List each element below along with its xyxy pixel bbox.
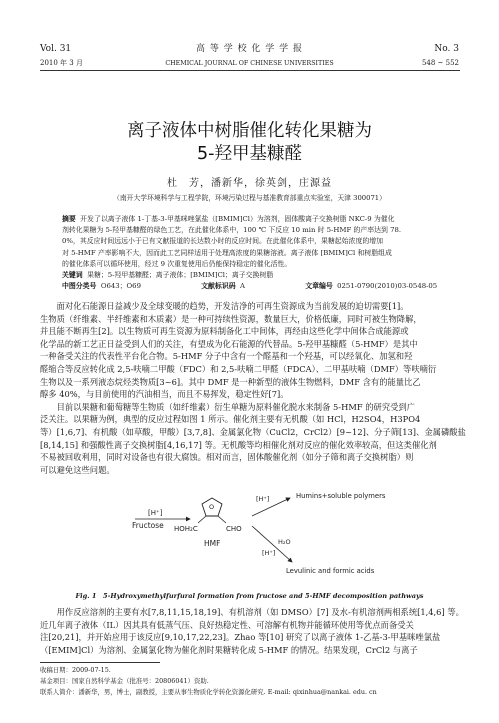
h-plus-3-label: [H⁺]	[262, 549, 276, 557]
keywords: 关键词 果糖；5-羟甲基糠醛；离子液体；[BMIM]Cl；离子交换树脂	[62, 271, 274, 280]
title-line-2: 5-羟甲基糠醛	[197, 144, 302, 164]
header-rule	[40, 70, 460, 71]
affiliation: （南开大学环境科学与工程学院，环境污染过程与基准教育部重点实验室，天津 300071）	[113, 194, 386, 202]
abstract: 摘要 开发了以离子液体 1-丁基-3-甲基咪唑氯盐（[BMIM]Cl）为溶剂，固体酸离子交换树脂 NKC-9 为催化 剂转化果糖为 5-羟甲基糠醛的绿色工艺，在此催化体系中，100 ℃ 下反应 10 min 时 5-HMF 的产率达到 78. 0%，其反应时间远远小于已有文献报道的长达数小时的反应时间。在此催化体系中，果糖起始浓度的增加 对 5-HMF 产率影响不大，因而此工艺同样适用于处理高浓度的果糖溶液。离子液体 [BMIM]Cl 和树脂组成 的催化体系可以循环使用，经过 9 次重复使用后仍能保持稳定的催化活性。 关键词 果糖；5-羟甲基糠醛；离子液体；[BMIM]Cl；离子交换树脂 中图分类号 O643；O69 文献标识码 A 文章编号 0251-0790(2010)03-0548-05	[62, 214, 442, 292]
reaction-scheme-figure	[40, 488, 460, 588]
h2o-label: H₂O	[278, 538, 291, 546]
hmf-label: HMF	[204, 539, 221, 548]
paragraph-3: 用作反应溶剂的主要有水[7,8,11,15,18,19]、有机溶剂（如 DMSO）[7] 及水-有机溶剂两相系统[1,4,6] 等。 近几年离子液体（IL）因其具有低蒸气压、良好热稳定性、可溶解有机物并能循环使用等优点而备受关 注[20,21]，并开始应用于该反应[9,10,17,22,23]。Zhao 等[10] 研究了以离子液体 1-乙基-3-甲基咪唑氯盐 （[EMIM]Cl）为溶剂、金属氯化物为催化剂时果糖转化成 5-HMF 的情况。结果发现，CrCl2 与离子	[40, 607, 464, 655]
issue-date: 2010 年 3 月	[40, 59, 83, 67]
issue-number: No. 3	[434, 44, 459, 54]
authors: 杜 芳，潘新华，徐英剑，庄源益	[167, 178, 332, 189]
title-line-1: 离子液体中树脂催化转化果糖为	[127, 121, 372, 141]
h-plus-2-label: [H⁺]	[256, 495, 270, 503]
page-range: 548 ~ 552	[421, 59, 459, 67]
funding-note: 基金项目：国家自然科学基金（批准号：20806041）资助.	[40, 677, 209, 685]
svg-text:O: O	[209, 503, 215, 511]
body-text-top	[40, 300, 466, 476]
levulinic-label: Levulinic and formic acids	[286, 567, 375, 575]
fructose-label: Fructose	[132, 521, 164, 530]
cho-label: CHO	[226, 525, 242, 533]
h-plus-1-label: [H⁺]	[148, 509, 163, 517]
contact-note: 联系人简介：潘新华，男，博士，副教授，主要从事生物质化学转化资源化研究. E-mail: qixinhua@nankai. edu. cn	[40, 688, 377, 696]
figure-caption: Fig. 1 5-Hydroxymethylfurfural formation from fructose and 5-HMF decomposition pathways	[75, 592, 424, 600]
abstract-label: 摘要	[62, 215, 76, 223]
classification: 中图分类号 O643；O69 文献标识码 A 文章编号 0251-0790(2010)03-0548-05	[62, 282, 438, 291]
humins-label: Humins+soluble polymers	[296, 492, 386, 500]
journal-name-en: CHEMICAL JOURNAL OF CHINESE UNIVERSITIES	[165, 60, 334, 67]
footnote-rule	[40, 662, 160, 663]
journal-name-cn: 高 等 学 校 化 学 学 报	[195, 44, 304, 54]
paragraph-1: 面对化石能源日益减少及全球变暖的趋势，开发洁净的可再生资源成为当前发展的迫切需要[1]。 生物质（纤维素、半纤维素和木质素）是一种可持续性资源，数量巨大，价格低廉，同时可被生物降解， 并且能不断再生[2]。以生物质可再生资源为原料制备化工中间体，再经由这些化学中间体合成能源或 化学品的新工艺正日益受到人们的关注，有望成为化石能源的代替品。5-羟甲基糠醛（5-HMF）是其中 一种备受关注的代表性平台化合物。5-HMF 分子中含有一个醛基和一个羟基，可以经氧化、加氢和羟 醛缩合等反应转化成 2,5-呋喃二甲酸（FDC）和 2,5-呋喃二甲醛（FDCA）、二甲基呋喃（DMF）等呋喃衍 生物以及一系列液态烷烃类物质[3~6]。其中 DMF 是一种新型的液体生物燃料，DMF 含有的能量比乙 醇多 40%，与目前使用的汽油相当，而且不易挥发，稳定性好[7]。	[40, 301, 437, 400]
volume-label: Vol. 31	[40, 44, 72, 54]
received-date: 收稿日期：2009-07-15.	[40, 666, 111, 674]
paragraph-2: 目前以果糖和葡萄糖等生物质（如纤维素）衍生单糖为原料催化脱水来制备 5-HMF 的研究受到广 泛关注。以果糖为例，典型的反应过程如图 1 所示。催化剂主要有无机酸（如 HCl，H2SO4，H3PO4 等）[1,6,7]、有机酸（如草酸，甲酸）[3,7,8]、金属氯化物（CuCl2，CrCl2）[9~12]、分子筛[13]、金属磷酸盐 [8,14,15] 和强酸性离子交换树脂[4,16,17] 等。无机酸等均相催化剂对反应的催化效率较高，但这类催化剂 不易被回收利用，同时对设备也有很大腐蚀。相对而言，固体酸催化剂（如分子筛和离子交换树脂）则 可以避免这些问题。	[40, 401, 466, 475]
hoh2c-label: HOH₂C	[174, 525, 198, 533]
